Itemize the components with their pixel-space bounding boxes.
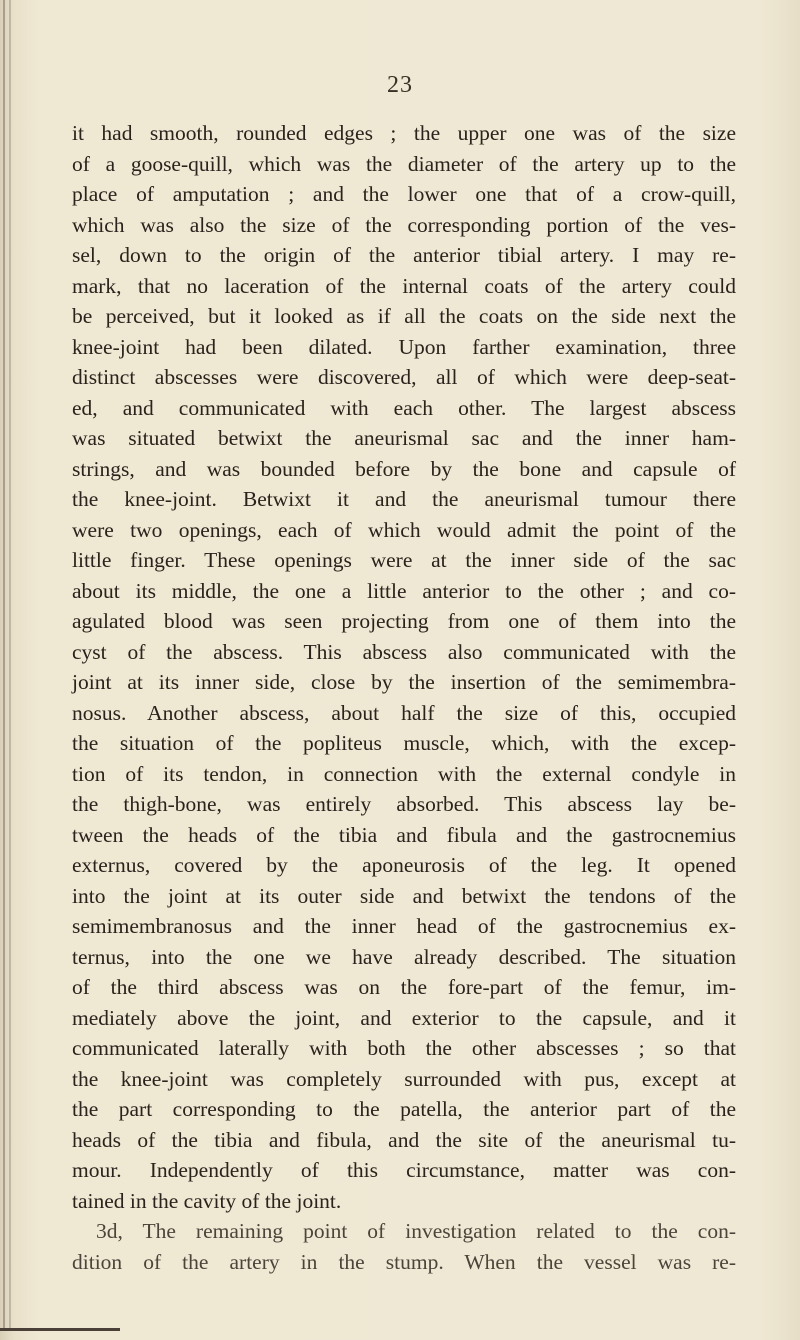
text-line: cyst of the abscess. This abscess also communicated with the: [72, 639, 736, 664]
text-line: into the joint at its outer side and betwixt the tendons of the: [72, 883, 736, 908]
body-text: [72, 118, 736, 1277]
page-number: 23: [387, 72, 413, 98]
text-line: tained in the cavity of the joint.: [72, 1188, 342, 1213]
text-line: tween the heads of the tibia and fibula and the gastrocnemius: [72, 822, 736, 847]
text-line: dition of the artery in the stump. When the vessel was re-: [72, 1249, 736, 1274]
text-line: nosus. Another abscess, about half the size of this, occupied: [72, 700, 736, 725]
text-line: communicated laterally with both the other abscesses ; so that: [72, 1036, 736, 1060]
text-line: of the third abscess was on the fore-part of the femur, im-: [72, 975, 736, 999]
text-line: mour. Independently of this circumstance, matter was con-: [72, 1158, 736, 1182]
text-line: ed, and communicated with each other. The largest abscess: [72, 395, 736, 420]
text-line: sel, down to the origin of the anterior tibial artery. I may re-: [72, 243, 736, 267]
text-line: the knee-joint was completely surrounded with pus, except at: [72, 1066, 736, 1091]
text-line: it had smooth, rounded edges ; the upper one was of the size: [72, 121, 736, 145]
page-edge-line: [0, 1328, 120, 1331]
text-line: ternus, into the one we have already described. The situation: [72, 944, 736, 969]
text-line: 3d, The remaining point of investigation related to the con-: [96, 1219, 736, 1243]
text-line: joint at its inner side, close by the insertion of the semimembra-: [72, 670, 736, 694]
binding-gutter-line: [3, 0, 5, 1330]
text-line: the part corresponding to the patella, the anterior part of the: [72, 1097, 736, 1121]
text-line: tion of its tendon, in connection with the external condyle in: [72, 761, 736, 786]
binding-gutter-shadow: [9, 0, 11, 1330]
text-line: be perceived, but it looked as if all the coats on the side next the: [72, 304, 736, 328]
text-line: heads of the tibia and fibula, and the site of the aneurismal tu-: [72, 1127, 736, 1152]
text-line: strings, and was bounded before by the bone and capsule of: [72, 456, 736, 481]
text-line: knee-joint had been dilated. Upon farther examination, three: [72, 334, 736, 359]
text-line: the knee-joint. Betwixt it and the aneurismal tumour there: [72, 487, 736, 511]
text-line: agulated blood was seen projecting from one of them into the: [72, 609, 736, 633]
text-line: little finger. These openings were at the inner side of the sac: [72, 548, 736, 572]
text-line: distinct abscesses were discovered, all of which were deep-seat-: [72, 365, 736, 389]
text-line: externus, covered by the aponeurosis of the leg. It opened: [72, 853, 736, 877]
text-line: mediately above the joint, and exterior to the capsule, and it: [72, 1005, 736, 1030]
text-line: were two openings, each of which would admit the point of the: [72, 517, 736, 542]
text-line: about its middle, the one a little anterior to the other ; and co-: [72, 578, 736, 603]
text-line: which was also the size of the corresponding portion of the ves-: [72, 212, 736, 237]
text-line: mark, that no laceration of the internal coats of the artery could: [72, 273, 736, 298]
text-line: the situation of the popliteus muscle, which, with the excep-: [72, 731, 736, 755]
text-line: of a goose-quill, which was the diameter of the artery up to the: [72, 151, 736, 176]
text-line: the thigh-bone, was entirely absorbed. This abscess lay be-: [72, 792, 736, 816]
text-line: semimembranosus and the inner head of the gastrocnemius ex-: [72, 914, 736, 938]
text-line: was situated betwixt the aneurismal sac and the inner ham-: [72, 426, 736, 450]
text-line: place of amputation ; and the lower one that of a crow-quill,: [72, 182, 736, 206]
